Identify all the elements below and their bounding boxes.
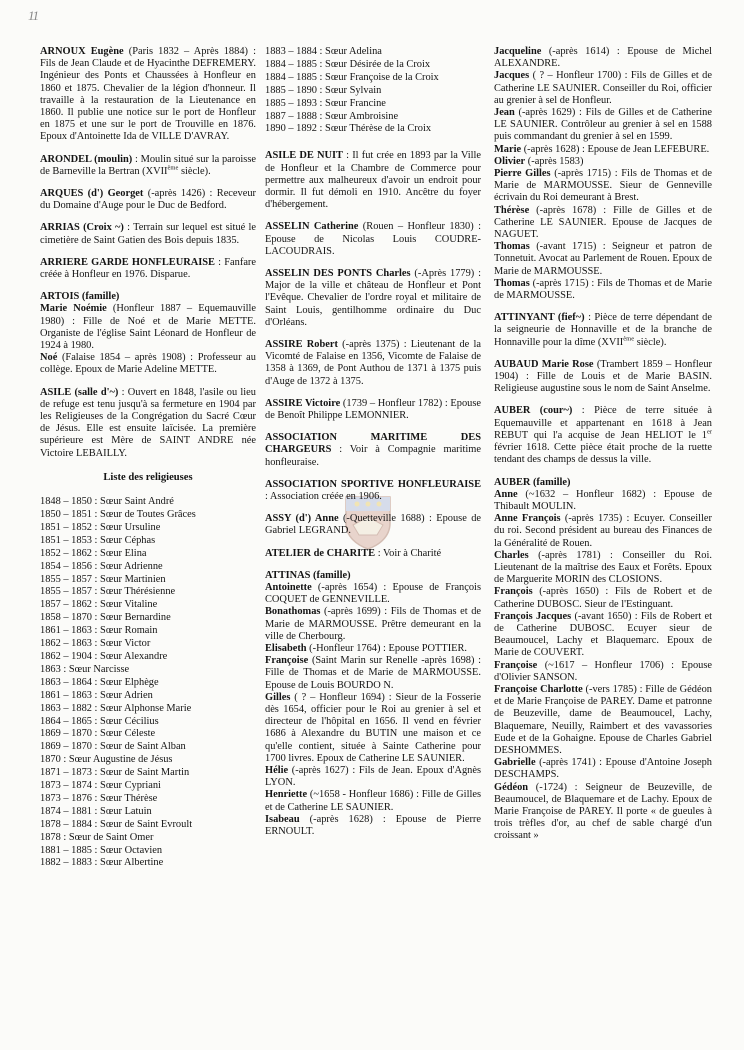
entry-asile-de-nuit bbox=[265, 150, 481, 211]
sub-entry: Elisabeth (-Honfleur 1764) : Epouse POTTIER. bbox=[265, 643, 468, 655]
religieuses-list bbox=[40, 496, 256, 870]
sub-entry: Pierre Gilles (-après 1715) : Fils de Thomas et de Marie de MARMOUSSE. Sieur de Genneville écrivain du Roi demeurant à Brest. bbox=[494, 168, 712, 204]
sub-entry: Noé (Falaise 1854 – après 1908) : Professeur au collège. Epoux de Marie Adeline METTE. bbox=[40, 352, 256, 376]
entry-attinas-continued bbox=[494, 46, 712, 302]
entry-text: (-après 1426) : Receveur du Domaine d'Auge pour le Duc de Bedford. bbox=[40, 188, 256, 212]
list-item: 1890 – 1892 : Sœur Thérèse de la Croix bbox=[265, 123, 432, 135]
entry-text: : Voir à Compagnie maritime honfleuraise. bbox=[265, 444, 481, 468]
list-item: 1873 – 1876 : Sœur Thérèse bbox=[40, 792, 158, 804]
entry-attinyant bbox=[494, 312, 712, 349]
entry-arques bbox=[40, 188, 256, 212]
list-item: 1863 – 1882 : Sœur Alphonse Marie bbox=[40, 702, 192, 714]
entry-text: : Ouvert en 1848, l'asile ou lieu de refuge est tenu jusqu'à sa fermeture en 1904 par les Religieuses de la Congrégation du Sacré Cœur de Jésus. Elle est ensuite laïcisée. La première supérieure est Mère de SAINT ANDRE née Victoire LEBAILLY. bbox=[40, 386, 256, 459]
entry-arondel bbox=[40, 154, 256, 178]
list-item: 1885 – 1893 : Sœur Francine bbox=[265, 97, 386, 109]
entry-headword: ARTOIS (famille) bbox=[40, 291, 120, 303]
sub-entry: Bonathomas (-après 1699) : Fils de Thomas et de Marie de MARMOUSSE. Prêtre demeurant en la ville de Cherbourg. bbox=[265, 606, 481, 642]
entry-text: (1739 – Honfleur 1782) : Epouse de Benoît Philippe LEMONNIER. bbox=[265, 397, 481, 421]
sub-entry: Thérèse (-après 1678) : Fille de Gilles et de Catherine LE SAUNIER. Epouse de Jacques de NAGUET. bbox=[494, 204, 712, 241]
entry-association-sportive bbox=[265, 479, 481, 503]
list-item: 1869 – 1870 : Sœur de Saint Alban bbox=[40, 741, 186, 753]
list-item: 1855 – 1857 : Sœur Thérésienne bbox=[40, 586, 176, 598]
list-title: Liste des religieuses bbox=[103, 471, 193, 483]
entry-headword: ARNOUX Eugène bbox=[40, 46, 124, 57]
list-item: 1887 – 1888 : Sœur Ambroisine bbox=[265, 110, 399, 122]
entry-headword: ARRIERE GARDE HONFLEURAISE bbox=[40, 256, 215, 268]
sub-entry: Henriette (~1658 - Honfleur 1686) : Fille de Gilles et de Catherine LE SAUNIER. bbox=[265, 789, 481, 813]
entry-text: : Pièce de terre dépendant de la seigneurie de Honnaville et de la branche de Honnaville pour la dîme (XVIIème siècle). bbox=[494, 312, 712, 348]
sub-entry: Marie Noémie (Honfleur 1887 – Equemauville 1980) : Fille de Noé et de Marie METTE. Organiste de l'église Saint Léonard de Honfleur de 1924 à 1980. bbox=[40, 303, 256, 352]
entry-text: (Rouen – Honfleur 1830) : Epouse de Nicolas Louis COUDRE-LACOUDRAIS. bbox=[265, 221, 481, 257]
list-item: 1848 – 1850 : Sœur Saint André bbox=[40, 496, 174, 508]
entry-headword: ASILE DE NUIT bbox=[265, 150, 343, 162]
list-item: 1850 – 1851 : Sœur de Toutes Grâces bbox=[40, 509, 196, 520]
column-3 bbox=[494, 46, 712, 845]
sub-entries bbox=[494, 489, 712, 843]
entry-text: : Association créée en 1906. bbox=[265, 491, 382, 503]
entry-asselin-catherine bbox=[265, 221, 481, 258]
list-item: 1884 – 1885 : Sœur Désirée de la Croix bbox=[265, 58, 431, 70]
sub-entry: Olivier (-après 1583) bbox=[494, 155, 584, 167]
list-item: 1861 – 1863 : Sœur Adrien bbox=[40, 689, 153, 701]
list-item: 1884 – 1885 : Sœur Françoise de la Croix bbox=[265, 71, 439, 83]
list-item: 1883 – 1884 : Sœur Adelina bbox=[265, 46, 382, 57]
list-item: 1873 – 1874 : Sœur Cypriani bbox=[40, 780, 161, 792]
sub-entry: Françoise Charlotte (-vers 1785) : Fille de Gédéon et de Marie Françoise de PAREY. Dame et patronne de Beuzeville, dame de Beaumoucel, Lachy, Blaquemare, Neuilly, Raimbert et des vavassories Eude et de la Gohaigne. Epouse de Charles Gabriel DESHOMMES. bbox=[494, 683, 712, 756]
entry-text: : Pièce de terre située à Equemauville et appartenant en 1618 à Jean REBUT qui l'a acquise de Jean HELIOT le 1er février 1618. Cette pièce était proche de la ruette tendant des champs de dessus la ville. bbox=[494, 405, 712, 466]
sub-entry: Françoise (Saint Marin sur Renelle -après 1698) : Fille de Thomas et de Marie de MARMOUSSE. Epouse de Louis BOURDO N. bbox=[265, 655, 481, 691]
sub-entry: Gilles ( ? – Honfleur 1694) : Sieur de la Fosserie dès 1654, officier pour le Roi au grenier à sel et directeur de l'hôpital en 1656. Il vend en février 1686 à Alexandre du BUTIN une maison et ce qu'elle contient, située à Sainte Catherine pour 1700 livres. Epoux de Catherine LE SAUNIER. bbox=[265, 691, 481, 764]
sub-entry: François (-après 1650) : Fils de Robert et de Catherine DUBOSC. Sieur de l'Estinguant. bbox=[494, 586, 712, 610]
list-item: 1863 : Sœur Narcisse bbox=[40, 663, 130, 675]
column-2 bbox=[265, 46, 481, 840]
list-item: 1861 – 1863 : Sœur Romain bbox=[40, 625, 158, 637]
sub-entry: Antoinette (-après 1654) : Epouse de François COQUET de GENNEVILLE. bbox=[265, 582, 481, 606]
entry-text: : Moulin situé sur la paroisse de Barneville la Bertran (XVIIème siècle). bbox=[40, 153, 256, 177]
religieuses-list-continued bbox=[265, 46, 481, 136]
sub-entry: Marie (-après 1628) : Epouse de Jean LEFEBURE. bbox=[494, 143, 710, 155]
entry-headword: ASSOCIATION SPORTIVE HONFLEURAISE bbox=[265, 478, 481, 490]
entry-arnoux bbox=[40, 46, 256, 144]
entry-text: (-après 1375) : Lieutenant de la Vicomté de Falaise en 1356, Vicomte de Falaise de 1358 à 1369, de Pont Authou de 1371 à 1375 puis d'Auge de 1372 à 1375. bbox=[265, 338, 481, 387]
entry-auber-famille bbox=[494, 477, 712, 843]
list-item: 1862 – 1863 : Sœur Victor bbox=[40, 638, 151, 650]
entry-headword: ATELIER de CHARITE bbox=[265, 547, 376, 559]
sub-entry: Jean (-après 1629) : Fils de Gilles et de Catherine LE SAUNIER. Contrôleur au grenier à sel en 1588 puis commandant du grenier à sel en 1599. bbox=[494, 107, 712, 143]
entry-assire-victoire bbox=[265, 398, 481, 422]
entry-headword: ASILE (salle d'~) bbox=[40, 386, 119, 398]
column-1 bbox=[40, 46, 256, 884]
list-item: 1874 – 1881 : Sœur Latuin bbox=[40, 805, 152, 817]
entry-text: (-Quetteville 1688) : Epouse de Gabriel LEGRAND. bbox=[265, 513, 481, 537]
list-item: 1863 – 1864 : Sœur Elphège bbox=[40, 676, 159, 688]
entry-text: : Il fut crée en 1893 par la Ville de Honfleur et la Chambre de Commerce pour permettre aux malheureux d'avoir un endroit pour dormir. Il fut démoli en 1910. Ancêtre du foyer d'hébergement. bbox=[265, 150, 481, 211]
entry-arrias bbox=[40, 222, 256, 246]
sub-entry: François Jacques (-avant 1650) : Fils de Robert et de Catherine DUBOSC. Ecuyer sieur de Beaumoucel, Lachy et Blaquemarc. Epoux de Marie de COUVERT. bbox=[494, 610, 712, 659]
sub-entry: Jacques ( ? – Honfleur 1700) : Fils de Gilles et de Catherine LE SAUNIER. Conseiller du Roi, officier au grenier à sel de Honfleur. bbox=[494, 70, 712, 106]
entry-headword: ARRIAS (Croix ~) bbox=[40, 222, 124, 234]
entry-headword: AUBER (cour~) bbox=[494, 405, 573, 417]
entry-headword: AUBAUD Marie Rose bbox=[494, 358, 594, 370]
list-item: 1851 – 1852 : Sœur Ursuline bbox=[40, 521, 161, 533]
sub-entry: Isabeau (-après 1628) : Epouse de Pierre ERNOULT. bbox=[265, 813, 481, 838]
list-item: 1855 – 1857 : Sœur Martinien bbox=[40, 573, 166, 585]
entry-text: (Trambert 1859 – Honfleur 1904) : Fille de Louis et de Marie BASIN. Religieuse augustine sous le nom de Saint Anselme. bbox=[494, 358, 712, 395]
entry-text: (-Après 1779) : Major de la ville et château de Honfleur et Pont l'Evêque. Chevalier de l'ordre royal et militaire de Saint Louis, gentilhomme ordinaire du Duc d'Orléans. bbox=[265, 267, 481, 328]
list-item: 1862 – 1904 : Sœur Alexandre bbox=[40, 650, 168, 662]
list-item: 1870 : Sœur Augustine de Jésus bbox=[40, 754, 173, 766]
list-item: 1878 : Sœur de Saint Omer bbox=[40, 831, 154, 843]
entry-headword: ARONDEL (moulin) bbox=[40, 153, 133, 165]
entry-auber-cour bbox=[494, 405, 712, 466]
entry-text: : Fanfare créée à Honfleur en 1976. Disparue. bbox=[40, 256, 256, 281]
entry-arriere-garde bbox=[40, 257, 256, 281]
entry-headword: ASSIRE Robert bbox=[265, 338, 338, 350]
list-item: 1881 – 1885 : Sœur Octavien bbox=[40, 844, 163, 856]
list-item: 1858 – 1870 : Sœur Bernardine bbox=[40, 612, 171, 624]
entry-text: : Terrain sur lequel est situé le cimetière de Saint Gatien des Bois depuis 1835. bbox=[40, 222, 257, 246]
entry-headword: ASSY (d') Anne bbox=[265, 513, 339, 525]
list-item: 1852 – 1862 : Sœur Elina bbox=[40, 547, 147, 559]
sub-entry: Anne François (-après 1735) : Ecuyer. Conseiller du roi. Second président au bureau des Finances de la Généralité de Rouen. bbox=[494, 513, 712, 549]
list-item: 1857 – 1862 : Sœur Vitaline bbox=[40, 599, 158, 611]
entry-headword: ATTINYANT (fief~) bbox=[494, 312, 585, 324]
entry-headword: AUBER (famille) bbox=[494, 476, 571, 488]
entry-headword: ASSOCIATION MARITIME DES CHARGEURS bbox=[265, 432, 481, 456]
page-mark: 11 bbox=[28, 8, 39, 23]
entry-atelier-charite bbox=[265, 548, 481, 560]
list-item: 1878 – 1884 : Sœur de Saint Evroult bbox=[40, 818, 193, 830]
list-item: 1885 – 1890 : Sœur Sylvain bbox=[265, 84, 382, 96]
list-item: 1864 – 1865 : Sœur Cécilius bbox=[40, 715, 159, 727]
sub-entry: Thomas (-après 1715) : Fils de Thomas et de Marie de MARMOUSSE. bbox=[494, 277, 712, 302]
entry-text: : Voir à Charité bbox=[375, 547, 442, 559]
entry-headword: ASSELIN DES PONTS Charles bbox=[265, 267, 411, 279]
entry-headword: ASSIRE Victoire bbox=[265, 397, 341, 409]
entry-headword: ARQUES (d') Georget bbox=[40, 188, 144, 200]
entry-asile bbox=[40, 387, 256, 460]
sub-entry: Gédéon (-1724) : Seigneur de Beuzeville, de Beaumoucel, de Blaquemare et de Lachy. Epoux de Marie Françoise de PAREY. Il porte « de gueules à trois trèfles d'or, au chef de sable chargé d'un croissant » bbox=[494, 781, 712, 842]
entry-text: (Paris 1832 – Après 1884) : Fils de Jean Claude et de Hyacinthe DEFREMERY. Ingénieur des Ponts et Chaussées à Honfleur en 1860 et 1875. Chevalier de la légion d'honneur. Il travaille à la restauration de la Lieutenance en 1860. Il publie une notice sur le port de Honfleur en 1875 et une sur le port de Trouville en 1876. Epoux d'Antoinette Ida de VILLE D'AVRAY. bbox=[40, 46, 256, 143]
sub-entries bbox=[265, 582, 481, 838]
entry-attinas-famille bbox=[265, 570, 481, 838]
sub-entry: Anne (~1632 – Honfleur 1682) : Epouse de Thibault MOULIN. bbox=[494, 488, 712, 512]
entry-headword: ASSELIN Catherine bbox=[265, 221, 359, 233]
sub-entry: Françoise (~1617 – Honfleur 1706) : Epouse d'Olivier SANSON. bbox=[494, 659, 712, 683]
sub-entry: Jacqueline (-après 1614) : Epouse de Michel ALEXANDRE. bbox=[494, 46, 712, 70]
sub-entry: Charles (-après 1781) : Conseiller du Roi. Lieutenant de la maîtrise des Eaux et Forêts. Epoux de Marguerite MORIN des CLOSIONS. bbox=[494, 549, 712, 586]
entry-artois-famille bbox=[40, 291, 256, 376]
entry-assy bbox=[265, 513, 481, 537]
sub-entry: Hélie (-après 1627) : Fils de Jean. Epoux d'Agnès LYON. bbox=[265, 765, 481, 789]
entry-assire-robert bbox=[265, 339, 481, 388]
entry-headword: ATTINAS (famille) bbox=[265, 569, 351, 581]
sub-entry: Gabrielle (-après 1741) : Epouse d'Antoine Joseph DESCHAMPS. bbox=[494, 757, 712, 781]
entry-association-maritime bbox=[265, 432, 481, 469]
list-item: 1871 – 1873 : Sœur de Saint Martin bbox=[40, 767, 190, 779]
sub-entry: Thomas (-avant 1715) : Seigneur et patron de Tonnetuit. Avocat au Parlement de Rouen. Epoux de Marie de MARMOUSSE. bbox=[494, 241, 712, 277]
entry-asselin-des-ponts bbox=[265, 268, 481, 329]
list-item: 1854 – 1856 : Sœur Adrienne bbox=[40, 560, 163, 572]
entry-aubaud bbox=[494, 359, 712, 396]
list-item: 1882 – 1883 : Sœur Albertine bbox=[40, 857, 164, 869]
list-item: 1851 – 1853 : Sœur Céphas bbox=[40, 534, 156, 546]
list-item: 1869 – 1870 : Sœur Céleste bbox=[40, 728, 156, 740]
